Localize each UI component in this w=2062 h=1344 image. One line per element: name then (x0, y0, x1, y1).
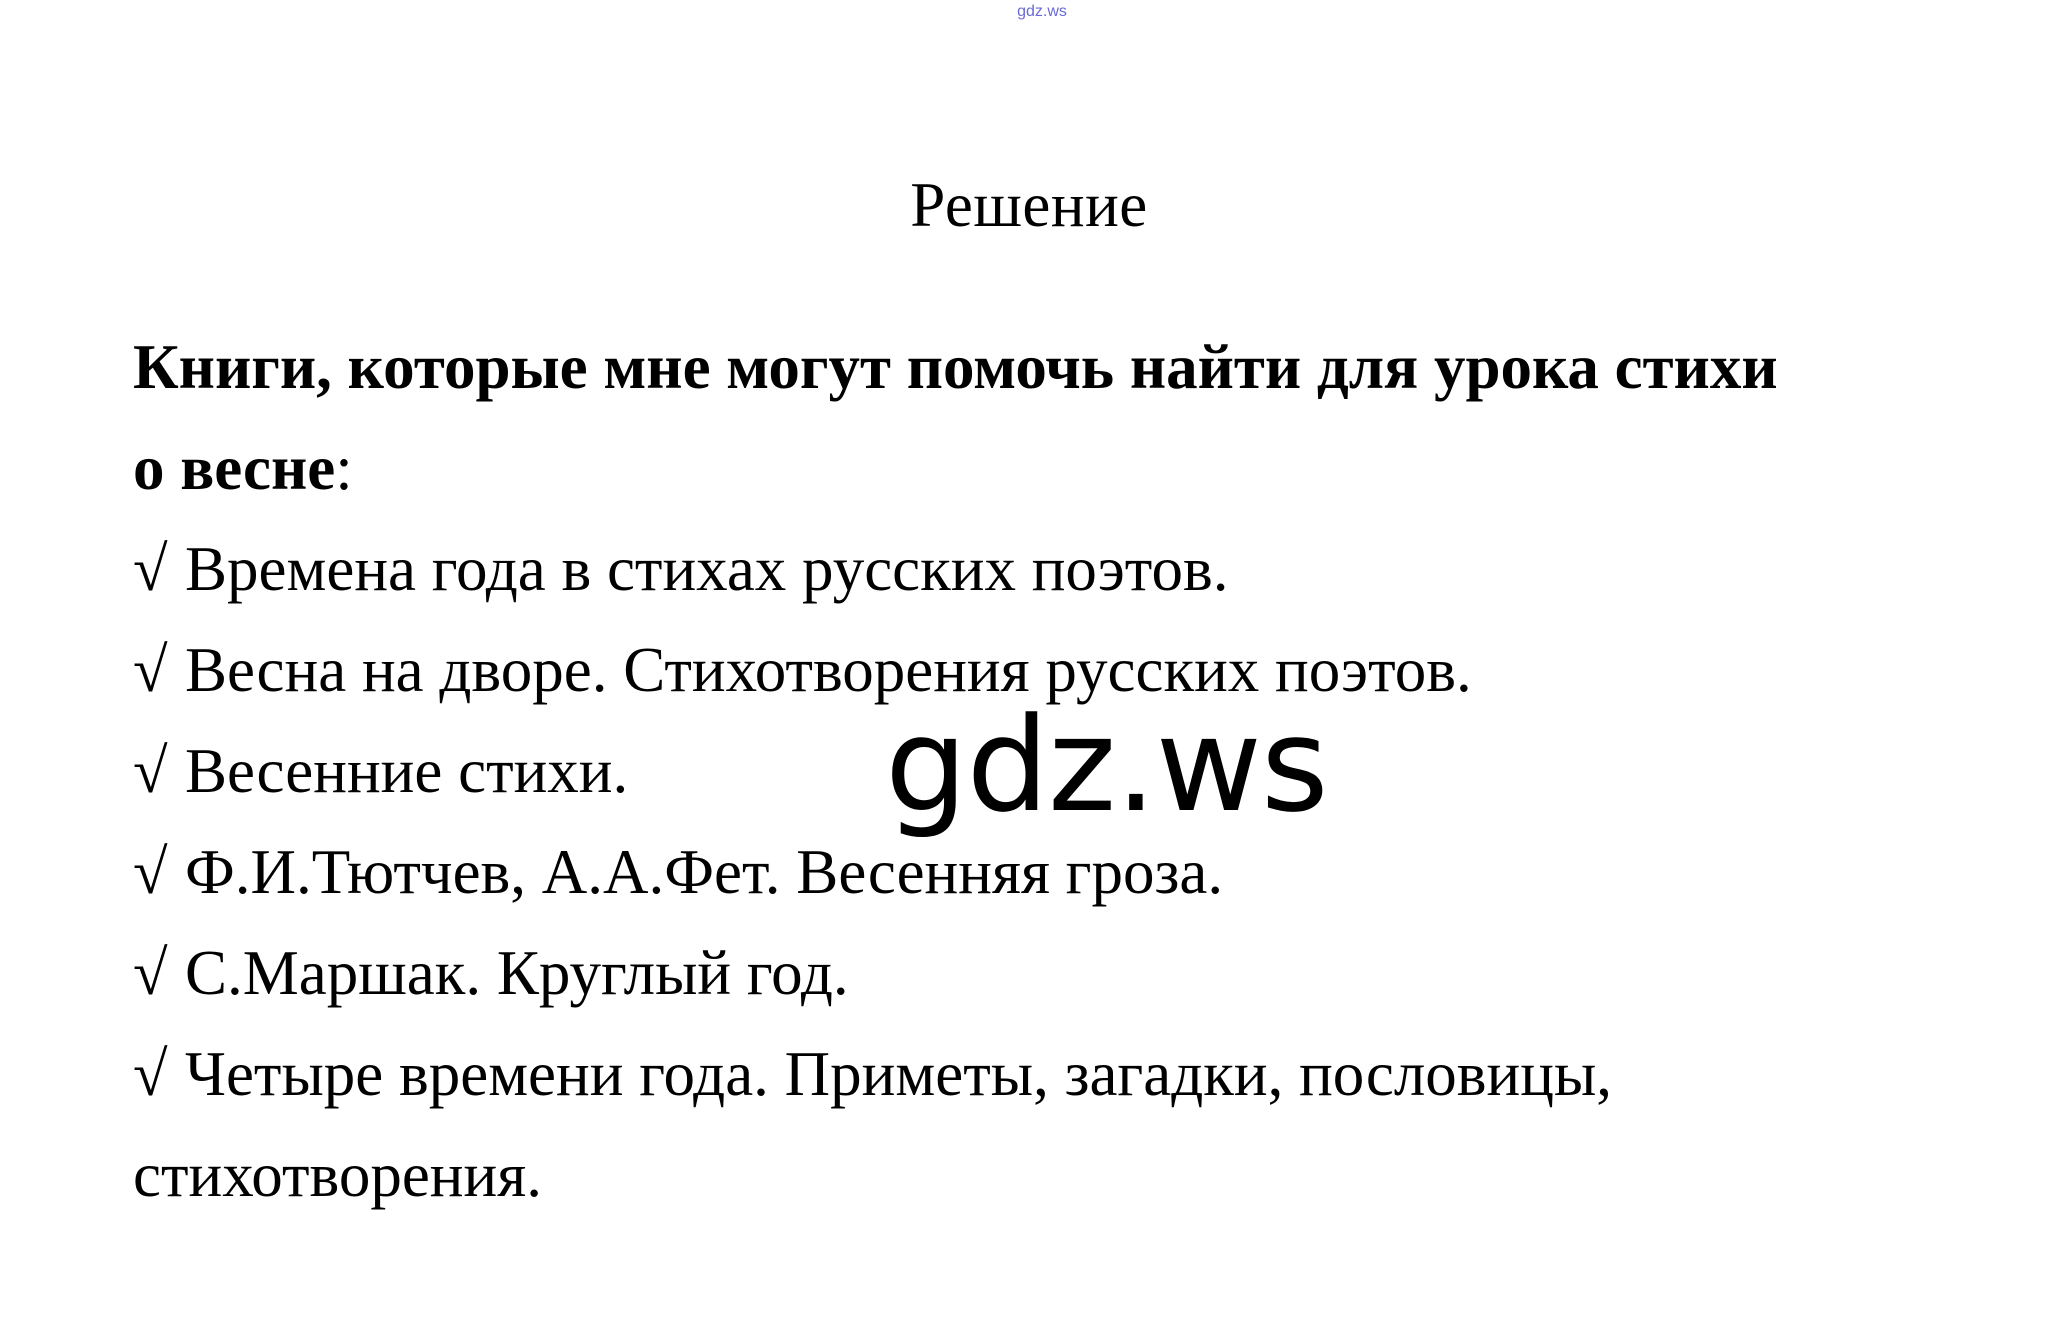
check-mark-icon: √ (133, 534, 168, 604)
check-mark-icon: √ (133, 837, 168, 907)
heading-line-2 (133, 418, 1953, 519)
center-watermark: gdz.ws (885, 689, 1328, 841)
check-mark-icon: √ (133, 1039, 168, 1109)
list-item-text: Времена года в стихах русских поэтов. (185, 534, 1229, 604)
list-item (133, 519, 1953, 620)
list-item-continuation: стихотворения. (133, 1140, 542, 1210)
list-item-text: Ф.И.Тютчев, А.А.Фет. Весенняя гроза. (185, 837, 1224, 907)
check-mark-icon: √ (133, 736, 168, 806)
check-mark-icon: √ (133, 938, 168, 1008)
list-item (133, 923, 1953, 1024)
list-item-text: Четыре времени года. Приметы, загадки, пословицы, (185, 1039, 1613, 1109)
list-item-text: С.Маршак. Круглый год. (185, 938, 849, 1008)
heading-line-1: Книги, которые мне могут помочь найти для урока стихи (133, 332, 1778, 402)
list-item-text: Весенние стихи. (185, 736, 629, 806)
check-mark-icon: √ (133, 635, 168, 705)
page-title: Решение (910, 170, 1148, 240)
top-watermark: gdz.ws (1017, 3, 1067, 20)
heading-bold-text: о весне (133, 433, 336, 503)
list-item (133, 1024, 1953, 1125)
list-item-text: Весна на дворе. Стихотворения русских поэтов. (185, 635, 1472, 705)
heading-colon: : (335, 433, 353, 503)
